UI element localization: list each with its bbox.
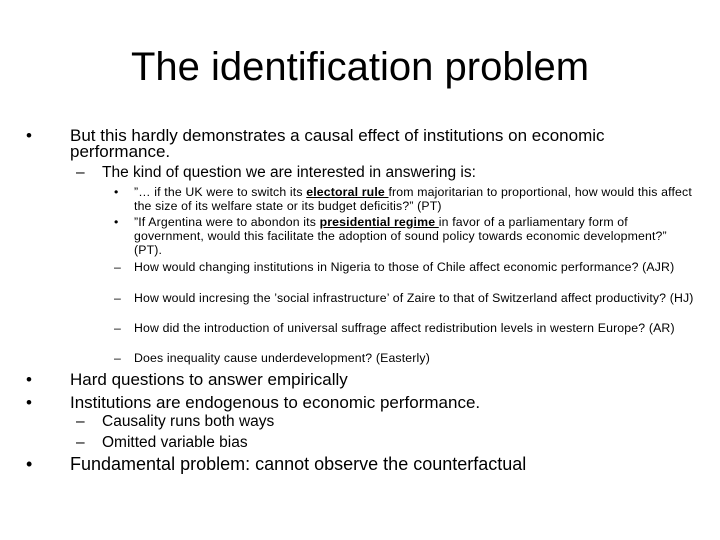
bullet-dash: –	[114, 321, 121, 335]
sub-bullet-omitted-variable	[76, 434, 692, 451]
bullet-dash: –	[76, 434, 85, 451]
question-zaire	[114, 291, 694, 306]
bullet-text: But this hardly demonstrates a causal effect of institutions on economic performance.	[70, 126, 605, 161]
question-uk-underlined: electoral rule	[306, 185, 389, 199]
question-nigeria-text: How would changing institutions in Nigeria to those of Chile affect economic performance? (AJR)	[134, 260, 675, 274]
bullet-hard-questions	[26, 370, 690, 389]
bullet-text: Hard questions to answer empirically	[70, 370, 348, 389]
bullet-dash: –	[114, 260, 121, 274]
bullet-dot: •	[26, 454, 33, 474]
bullet-dot: •	[26, 126, 32, 145]
question-inequality	[114, 351, 694, 366]
question-uk-pre: ”… if the UK were to switch its	[134, 185, 307, 199]
question-uk-post: from majoritarian to proportional, how would this affect the size of its welfare state or its budget deficitis?” (PT)	[134, 185, 692, 213]
slide-title: The identification problem	[130, 45, 590, 89]
bullet-fundamental-problem	[26, 454, 690, 474]
sub-bullet-text: Omitted variable bias	[102, 434, 248, 451]
sub-bullet-causality	[76, 413, 692, 430]
bullet-dot: •	[114, 215, 119, 229]
question-uk	[114, 185, 694, 214]
bullet-dot: •	[114, 185, 119, 199]
question-inequality-text: Does inequality cause underdevelopment? (Easterly)	[134, 351, 430, 365]
question-argentina	[114, 215, 694, 257]
sub-bullet-text: The kind of question we are interested in answering is:	[102, 164, 476, 181]
question-nigeria	[114, 260, 694, 275]
question-argentina-underlined: presidential regime	[319, 215, 439, 229]
question-argentina-post: in favor of a parliamentary form of government, would this facilitate the adoption of sound policy towards economic development?” (PT).	[134, 215, 667, 257]
sub-bullet-question-kind	[76, 164, 692, 181]
bullet-endogenous	[26, 393, 690, 412]
bullet-dash: –	[76, 164, 85, 181]
bullet-causal-effect	[26, 126, 690, 161]
question-suffrage	[114, 321, 694, 336]
bullet-dot: •	[26, 370, 32, 389]
bullet-dash: –	[114, 291, 121, 305]
bullet-dash: –	[114, 351, 121, 365]
bullet-dash: –	[76, 413, 85, 430]
bullet-text: Fundamental problem: cannot observe the counterfactual	[70, 454, 527, 474]
question-argentina-pre: ”If Argentina were to abondon its	[134, 215, 320, 229]
bullet-dot: •	[26, 393, 32, 412]
question-zaire-text: How would incresing the ’social infrastructure’ of Zaire to that of Switzerland affect productivity? (HJ)	[134, 291, 694, 305]
question-suffrage-text: How did the introduction of universal suffrage affect redistribution levels in western Europe? (AR)	[134, 321, 675, 335]
sub-bullet-text: Causality runs both ways	[102, 413, 275, 430]
bullet-text: Institutions are endogenous to economic performance.	[70, 393, 481, 412]
